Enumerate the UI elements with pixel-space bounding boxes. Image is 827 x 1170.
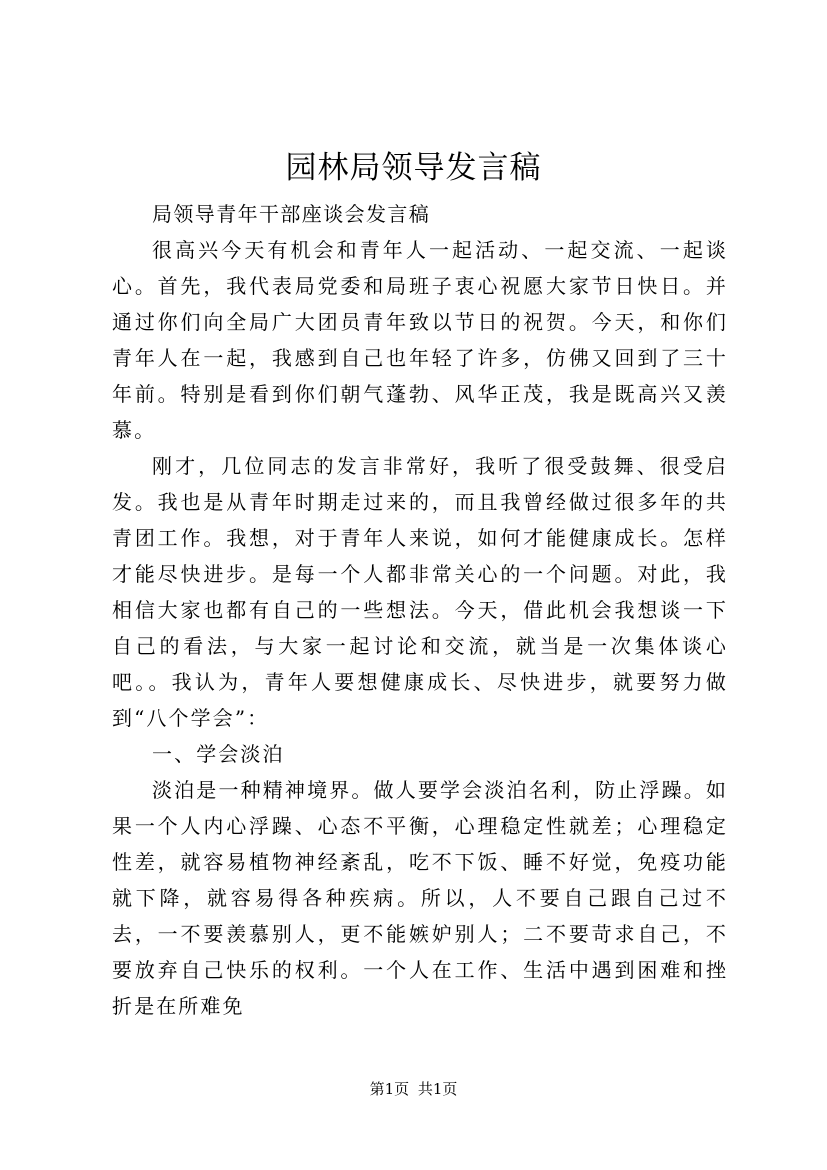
document-title: 园林局领导发言稿 bbox=[285, 150, 542, 186]
page-number-footer: 第1页 共1页 bbox=[369, 1080, 458, 1098]
paragraph-greeting: 很高兴今天有机会和青年人一起活动、一起交流、一起谈心。首先，我代表局党委和局班子衷心祝愿大家节日快日。并通过你们向全局广大团员青年致以节日的祝贺。今天，和你们青年人在一起，我感到自己也年轻了许多，仿佛又回到了三十年前。特别是看到你们朝气蓬勃、风华正茂，我是既高兴又羡慕。 bbox=[112, 238, 728, 442]
paragraph-section-1: 淡泊是一种精神境界。做人要学会淡泊名利，防止浮躁。如果一个人内心浮躁、心态不平衡，心理稳定性就差；心理稳定性差，就容易植物神经紊乱，吃不下饭、睡不好觉，免疫功能就下降，就容易得各种疾病。所以，人不要自己跟自己过不去，一不要羡慕别人，更不能嫉妒别人；二不要苛求自己，不要放弃自己快乐的权利。一个人在工作、生活中遇到困难和挫折是在所难免 bbox=[112, 778, 728, 1018]
document-subtitle: 局领导青年干部座谈会发言稿 bbox=[152, 202, 431, 226]
section-heading-1: 一、学会淡泊 bbox=[152, 742, 285, 766]
document-body bbox=[112, 196, 728, 1024]
paragraph-intro: 刚才，几位同志的发言非常好，我听了很受鼓舞、很受启发。我也是从青年时期走过来的，而且我曾经做过很多年的共青团工作。我想，对于青年人来说，如何才能健康成长。怎样才能尽快进步。是每一个人都非常关心的一个问题。对此，我相信大家也都有自己的一些想法。今天，借此机会我想谈一下自己的看法，与大家一起讨论和交流，就当是一次集体谈心吧。。我认为，青年人要想健康成长、尽快进步，就要努力做到“八个学会”： bbox=[112, 454, 728, 730]
